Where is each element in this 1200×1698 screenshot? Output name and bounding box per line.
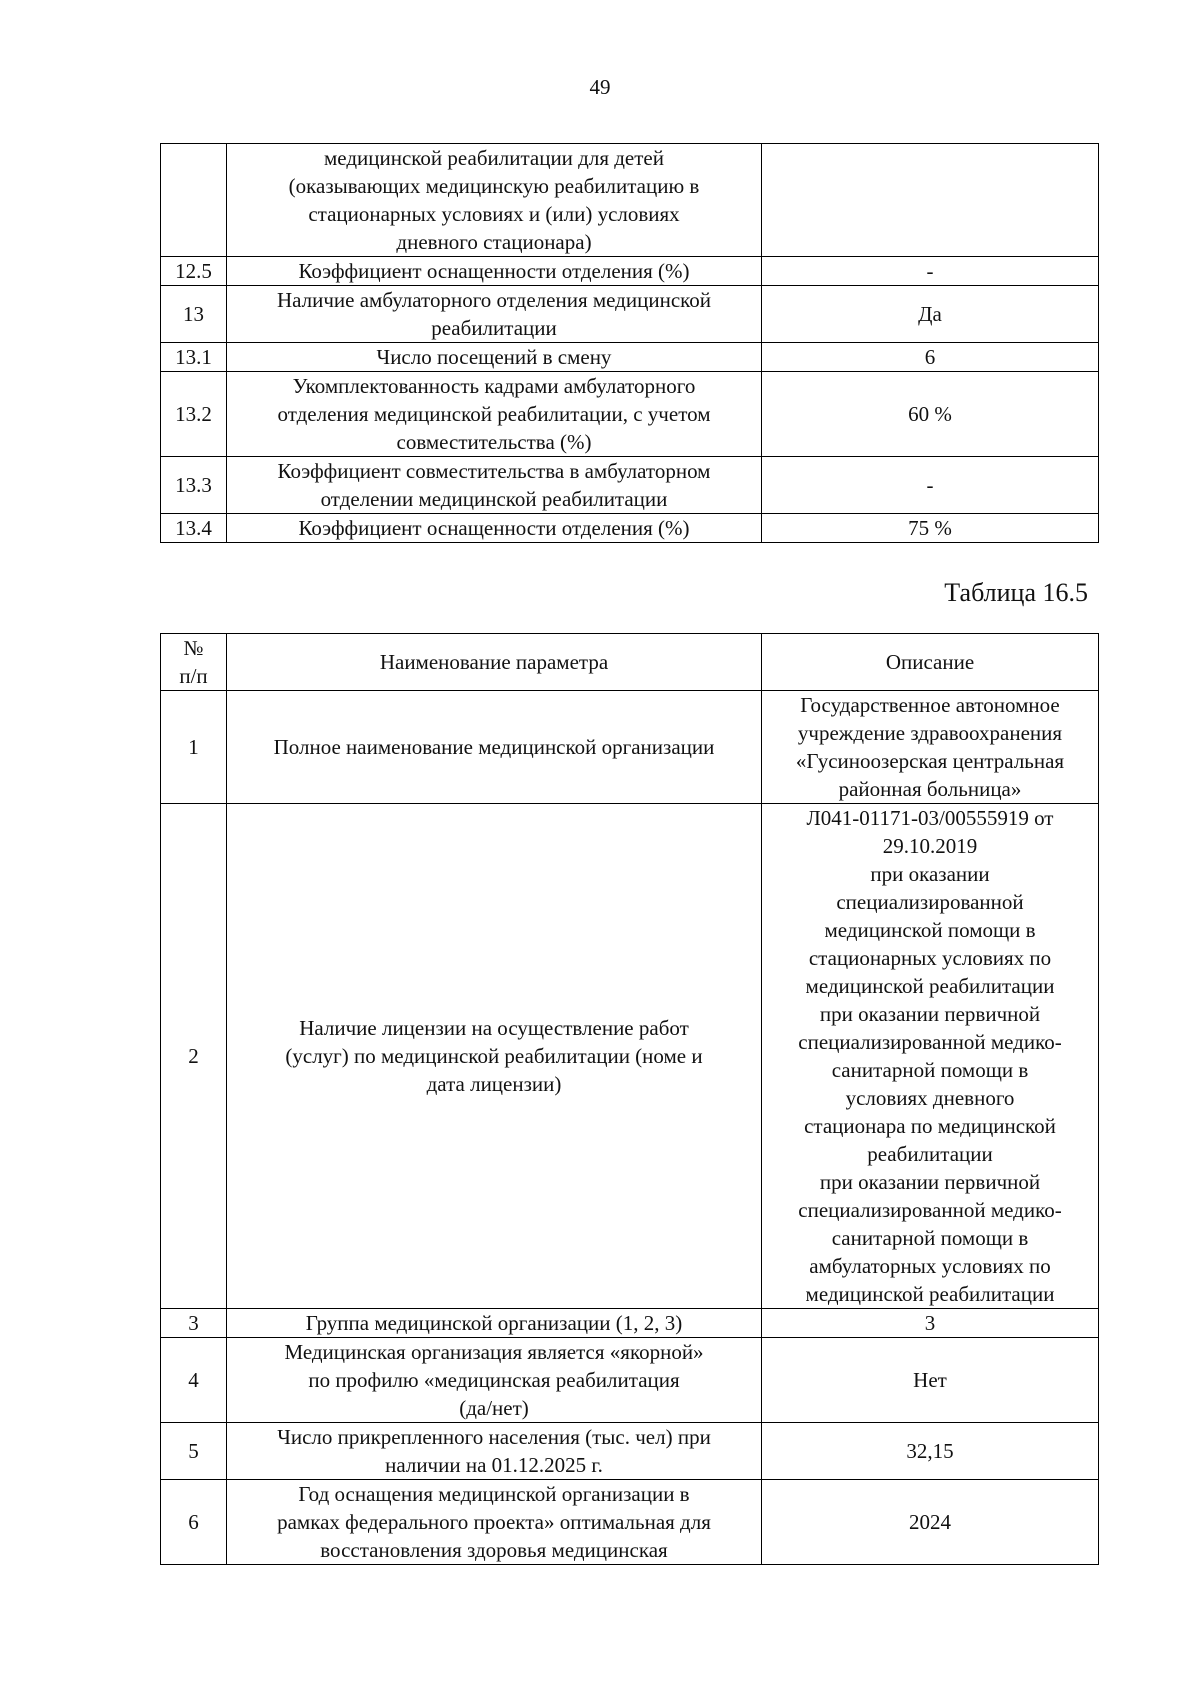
table-row [161,1309,1099,1338]
table-row [161,372,1099,457]
parameter-name-line: Укомплектованность кадрами амбулаторного [292,374,696,398]
parameter-name [227,1309,762,1338]
parameter-name [227,286,762,343]
parameter-name-line: Наличие лицензии на осуществление работ [299,1016,689,1040]
parameter-value-line: медицинской реабилитации [805,1282,1055,1306]
row-number-line: 13.1 [175,345,212,369]
parameter-name [227,257,762,286]
parameter-name-line: Коэффициент оснащенности отделения (%) [298,516,690,540]
parameter-value-line: 6 [924,345,936,369]
parameter-name-line: (оказывающих медицинскую реабилитацию в [288,174,700,198]
row-number-line: 13.4 [175,516,212,540]
parameter-name-line: Медицинская организация является «якорной» [284,1340,704,1364]
row-number-line: 12.5 [175,259,212,283]
row-number [161,1309,227,1338]
parameter-name [227,144,762,257]
row-number-line: 13 [183,302,204,326]
parameter-value-line: при оказании первичной [819,1002,1041,1026]
table-row [161,691,1099,804]
parameter-name [227,514,762,543]
parameter-value-line: условиях дневного [845,1086,1015,1110]
parameter-value-line: специализированной медико- [798,1198,1062,1222]
table-16-5 [160,633,1099,1565]
parameter-name-line: Коэффициент совместительства в амбулаторном [277,459,711,483]
row-number [161,257,227,286]
parameter-value-line: амбулаторных условиях по [809,1254,1051,1278]
parameter-value [762,1423,1099,1480]
parameter-value-line: при оказании [870,862,990,886]
row-number-line: 13.2 [175,402,212,426]
parameter-value-line: Нет [913,1368,947,1392]
parameter-name-line: (да/нет) [459,1396,529,1420]
table-caption: Таблица 16.5 [944,578,1088,607]
row-number-line: 13.3 [175,473,212,497]
parameter-name [227,634,762,691]
parameter-value-line: специализированной [836,890,1024,914]
parameter-name [227,691,762,804]
row-number [161,634,227,691]
parameter-value-line: 75 % [908,516,952,540]
table-row [161,257,1099,286]
parameter-value-line: реабилитации [867,1142,993,1166]
row-number-line: п/п [179,664,208,688]
table-row [161,804,1099,1309]
table-row [161,1423,1099,1480]
row-number [161,1338,227,1423]
parameter-value [762,144,1099,257]
parameter-value [762,286,1099,343]
parameter-name [227,1338,762,1423]
row-number [161,343,227,372]
table-header-row [161,634,1099,691]
parameter-value-line: Да [918,302,942,326]
row-number [161,286,227,343]
parameter-name-line: дата лицензии) [426,1072,562,1096]
parameter-name-line: Наименование параметра [379,650,609,674]
table-row [161,1480,1099,1565]
parameter-name [227,1480,762,1565]
row-number-line: 4 [188,1368,199,1392]
parameter-value [762,804,1099,1309]
row-number [161,804,227,1309]
parameter-value-line: 32,15 [906,1439,954,1463]
table-row [161,1338,1099,1423]
row-number [161,1423,227,1480]
row-number [161,457,227,514]
parameter-value-line: 29.10.2019 [882,834,978,858]
parameter-name-line: отделении медицинской реабилитации [320,487,668,511]
row-number [161,691,227,804]
parameter-name-line: стационарных условиях и (или) условиях [308,202,680,226]
table-row [161,144,1099,257]
parameter-value [762,1309,1099,1338]
parameter-value-line: «Гусиноозерская центральная [795,749,1065,773]
table-row [161,343,1099,372]
row-number-line: 5 [188,1439,199,1463]
parameter-value-line: санитарной помощи в [831,1226,1029,1250]
row-number-line: 3 [188,1311,199,1335]
parameter-value [762,372,1099,457]
parameter-name-line: отделения медицинской реабилитации, с учетом [277,402,711,426]
parameter-name-line: Коэффициент оснащенности отделения (%) [298,259,690,283]
row-number [161,144,227,257]
parameter-name-line: совместительства (%) [396,430,592,454]
parameter-value-line: 3 [924,1311,936,1335]
row-number-line: 6 [188,1510,199,1534]
parameter-name-line: Число прикрепленного населения (тыс. чел) при [277,1425,711,1449]
parameter-value [762,634,1099,691]
parameter-name-line: (услуг) по медицинской реабилитации (номе и [285,1044,703,1068]
parameter-name-line: Наличие амбулаторного отделения медицинской [276,288,712,312]
parameter-value-line: Государственное автономное [800,693,1060,717]
parameter-name-line: Число посещений в смену [376,345,612,369]
parameter-name [227,804,762,1309]
parameter-name-line: восстановления здоровья медицинская [320,1538,668,1562]
parameter-name [227,372,762,457]
parameter-name-line: дневного стационара) [396,230,592,254]
parameter-value-line: - [926,259,934,283]
parameter-value-line: учреждение здравоохранения [797,721,1063,745]
parameter-name-line: Полное наименование медицинской организации [273,735,715,759]
parameter-value [762,457,1099,514]
row-number-line: 2 [188,1044,199,1068]
parameter-value-line: районная больница» [838,777,1022,801]
parameter-value-line: 60 % [908,402,952,426]
parameter-value [762,514,1099,543]
parameter-name-line: по профилю «медицинская реабилитация [308,1368,680,1392]
parameter-value [762,257,1099,286]
parameter-name [227,457,762,514]
row-number [161,372,227,457]
parameter-value-line: стационара по медицинской [804,1114,1056,1138]
parameter-value [762,691,1099,804]
parameter-value-line: медицинской реабилитации [805,974,1055,998]
table-row [161,286,1099,343]
parameter-name-line: рамках федерального проекта» оптимальная для [277,1510,711,1534]
parameter-value-line: санитарной помощи в [831,1058,1029,1082]
row-number [161,1480,227,1565]
parameter-value [762,343,1099,372]
parameter-name-line: Год оснащения медицинской организации в [298,1482,690,1506]
row-number [161,514,227,543]
parameter-value-line: стационарных условиях по [808,946,1052,970]
page-number: 49 [589,75,611,99]
parameter-name [227,1423,762,1480]
parameter-name-line: наличии на 01.12.2025 г. [385,1453,603,1477]
parameter-name-line: медицинской реабилитации для детей [324,146,664,170]
row-number-line: 1 [188,735,199,759]
parameter-name-line: реабилитации [431,316,557,340]
table-row [161,514,1099,543]
parameter-value-line: при оказании первичной [819,1170,1041,1194]
row-number-line: № [183,636,204,660]
parameter-value-line: - [926,473,934,497]
parameter-value-line: Описание [885,650,975,674]
parameter-value [762,1480,1099,1565]
parameter-name-line: Группа медицинской организации (1, 2, 3) [305,1311,683,1335]
parameter-value-line: 2024 [909,1510,951,1534]
parameter-name [227,343,762,372]
table-continuation [160,143,1099,543]
parameter-value-line: медицинской помощи в [824,918,1036,942]
parameter-value-line: Л041-01171-03/00555919 от [806,806,1054,830]
parameter-value [762,1338,1099,1423]
table-row [161,457,1099,514]
parameter-value-line: специализированной медико- [798,1030,1062,1054]
